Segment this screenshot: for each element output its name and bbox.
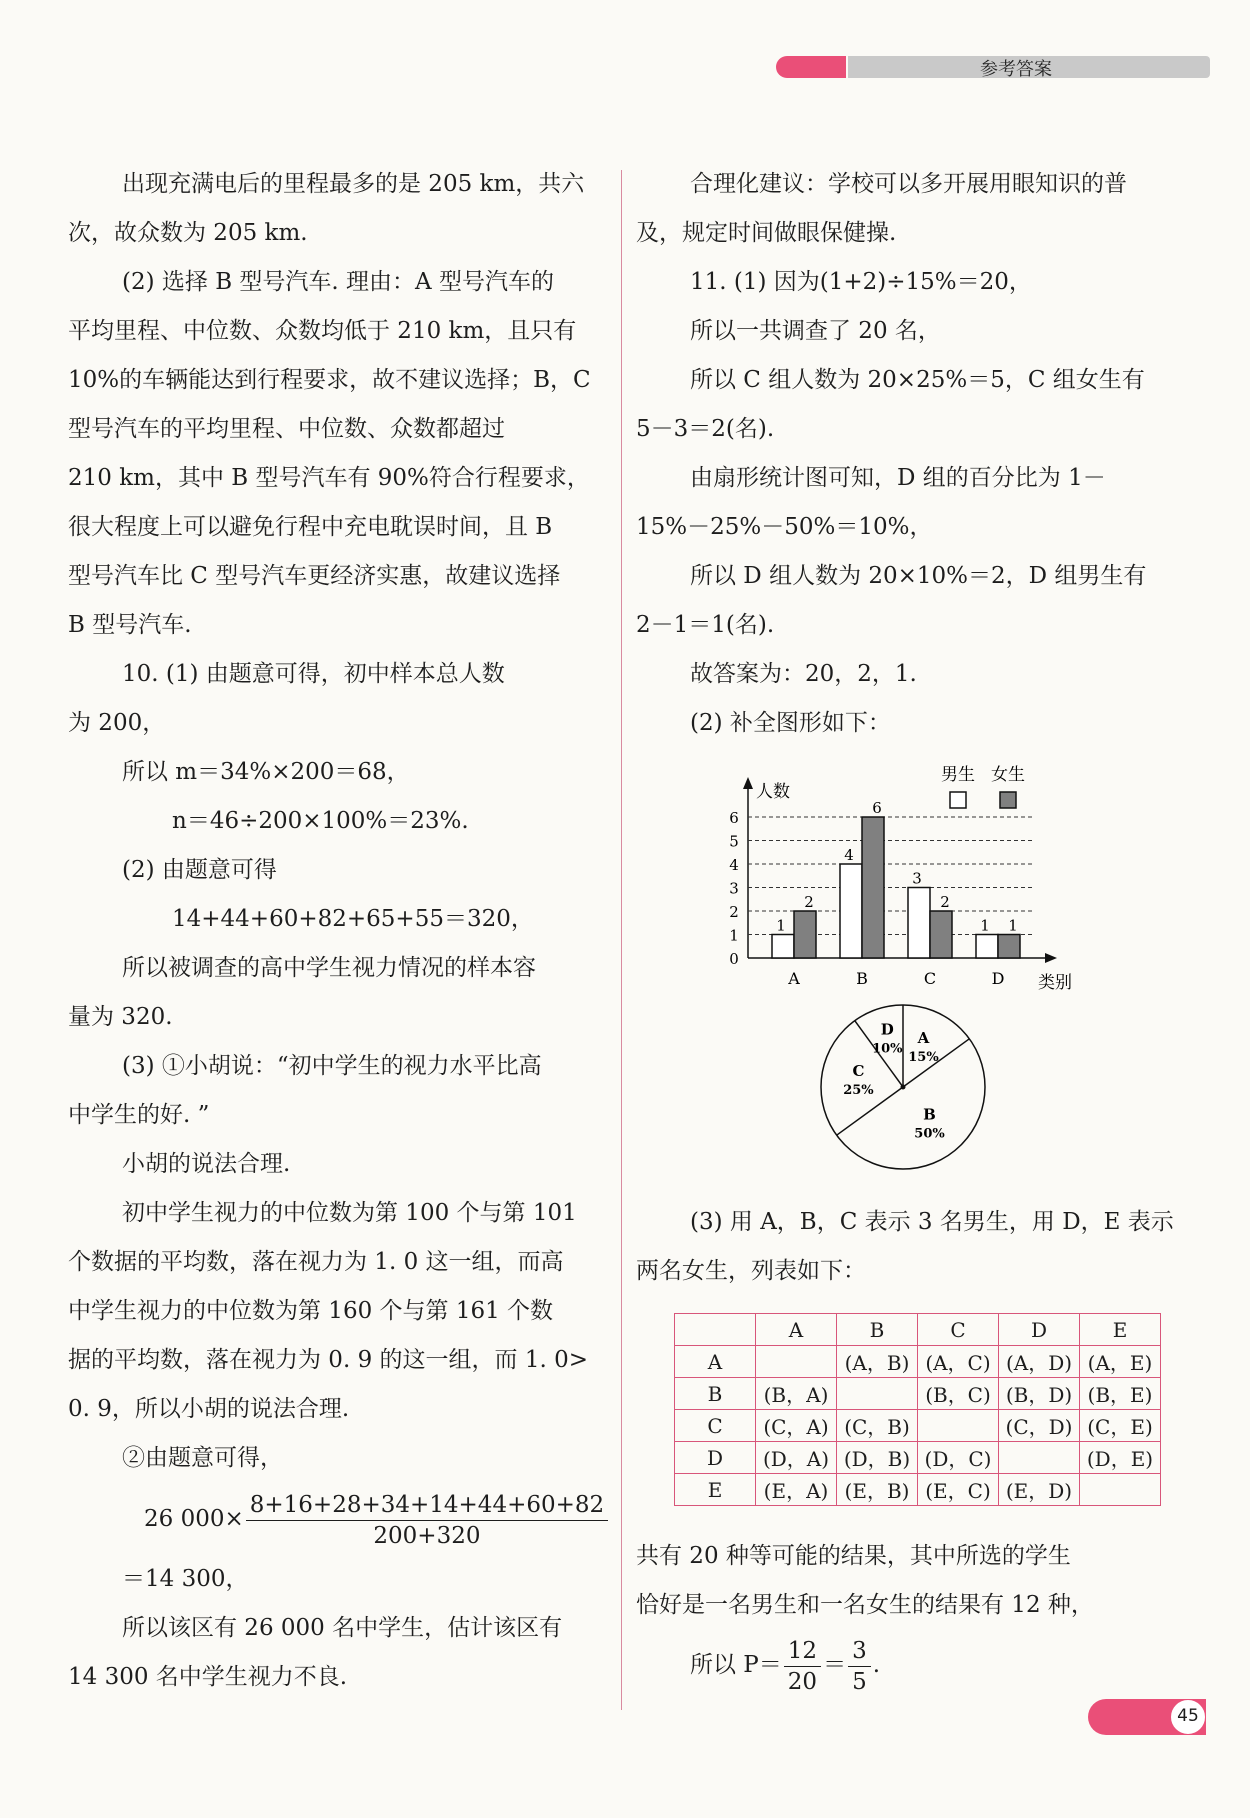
- bar-girls: [862, 817, 884, 958]
- text-line: 共有 20 种等可能的结果，其中所选的学生: [636, 1543, 1071, 1569]
- y-tick-label: 0: [729, 950, 739, 968]
- fraction-denominator: 5: [852, 1668, 867, 1695]
- pie-slice-label: D: [880, 1020, 894, 1039]
- table-cell: (E，C): [918, 1474, 999, 1506]
- table-cell: (D，C): [918, 1442, 999, 1474]
- charts-area: [700, 758, 1120, 1168]
- text-line: 故答案为：20，2，1.: [690, 661, 917, 687]
- table-cell: (A，B): [837, 1346, 918, 1378]
- table-cell: [999, 1442, 1080, 1474]
- pie-slice-label: B: [923, 1105, 936, 1124]
- equals-sign: ＝: [823, 1652, 847, 1678]
- text-line: 210 km，其中 B 型号汽车有 90%符合行程要求，: [68, 465, 590, 491]
- y-tick-label: 5: [729, 832, 739, 851]
- text-line: 出现充满电后的里程最多的是 205 km，共六: [122, 171, 585, 197]
- bar-girls: [998, 935, 1020, 959]
- text-line: 恰好是一名男生和一名女生的结果有 12 种，: [636, 1592, 1094, 1618]
- text-line: 中学生视力的中位数为第 160 个与第 161 个数: [68, 1298, 554, 1324]
- table-cell: (B，E): [1080, 1378, 1161, 1410]
- text-line: 中学生的好. ”: [68, 1102, 210, 1128]
- bar-girls: [930, 911, 952, 958]
- page-number: 45: [1170, 1699, 1206, 1735]
- text-line: 14 300 名中学生视力不良.: [68, 1664, 348, 1690]
- text-line: 型号汽车的平均里程、中位数、众数都超过: [68, 416, 505, 442]
- bar-boys: [976, 935, 998, 959]
- fraction: [246, 1490, 608, 1551]
- bar-girls: [794, 911, 816, 958]
- y-axis-label: 人数: [756, 782, 790, 802]
- text-line: 5－3＝2(名).: [636, 416, 775, 442]
- y-tick-label: 6: [729, 809, 739, 827]
- text-line: 所以被调查的高中学生视力情况的样本容: [122, 955, 536, 981]
- text-line: (2) 由题意可得: [122, 857, 277, 883]
- bar-value-label: 2: [804, 893, 814, 911]
- text-line: 初中学生视力的中位数为第 100 个与第 101: [122, 1200, 577, 1226]
- table-cell: A: [675, 1346, 756, 1378]
- table-cell: (C，A): [756, 1410, 837, 1442]
- text-line: (2) 补全图形如下：: [690, 710, 891, 736]
- table-cell: E: [1080, 1314, 1161, 1346]
- table-cell: B: [837, 1314, 918, 1346]
- text-line: 小胡的说法合理.: [122, 1151, 291, 1177]
- text-line: 及，规定时间做眼保健操.: [636, 220, 897, 246]
- table-cell: (D，E): [1080, 1442, 1161, 1474]
- table-cell: (C，E): [1080, 1410, 1161, 1442]
- text-line: 次，故众数为 205 km.: [68, 220, 308, 246]
- category-label: D: [991, 969, 1005, 988]
- fraction: [784, 1636, 821, 1697]
- text-line: 所以 C 组人数为 20×25%＝5，C 组女生有: [690, 367, 1145, 393]
- text-line: 0. 9，所以小胡的说法合理.: [68, 1396, 350, 1422]
- bar-value-label: 2: [940, 893, 950, 911]
- table-row: [675, 1410, 1161, 1442]
- text-line: 为 200，: [68, 710, 166, 736]
- table-cell: [918, 1410, 999, 1442]
- fraction: [848, 1636, 871, 1697]
- table-cell: D: [999, 1314, 1080, 1346]
- x-axis-label: 类别: [1038, 973, 1072, 993]
- right-column-mid: [636, 1198, 1174, 1296]
- text-line: 平均里程、中位数、众数均低于 210 km，且只有: [68, 318, 577, 344]
- table-row: [675, 1474, 1161, 1506]
- fraction-numerator: 3: [848, 1636, 871, 1667]
- text-line: 2－1＝1(名).: [636, 612, 775, 638]
- x-axis-arrow: [1045, 953, 1057, 963]
- fraction-formula: [68, 1483, 606, 1555]
- table-cell: E: [675, 1474, 756, 1506]
- table-cell: [756, 1346, 837, 1378]
- legend-swatch: [1000, 792, 1016, 808]
- pie-slice-label: C: [852, 1061, 865, 1080]
- outcome-table: [674, 1313, 1161, 1506]
- bar-boys: [908, 888, 930, 959]
- table-cell: (B，D): [999, 1378, 1080, 1410]
- text-line: B 型号汽车.: [68, 612, 192, 638]
- text-line: 个数据的平均数，落在视力为 1. 0 这一组，而高: [68, 1249, 564, 1275]
- table-cell: B: [675, 1378, 756, 1410]
- y-tick-label: 3: [729, 879, 739, 898]
- pie-slice-value: 10%: [872, 1041, 903, 1057]
- left-column: [68, 160, 606, 1702]
- table-cell: (C，D): [999, 1410, 1080, 1442]
- fraction-denominator: 200+320: [373, 1522, 481, 1549]
- text-line: (2) 选择 B 型号汽车. 理由：A 型号汽车的: [122, 269, 554, 295]
- bar-boys: [772, 935, 794, 959]
- text-line: 所以该区有 26 000 名中学生，估计该区有: [122, 1615, 563, 1641]
- pie-center: [901, 1085, 906, 1090]
- table-cell: (D，B): [837, 1442, 918, 1474]
- pie-slice-label: A: [917, 1028, 930, 1047]
- bar-value-label: 3: [912, 869, 922, 888]
- table-cell: C: [675, 1410, 756, 1442]
- table-cell: (B，C): [918, 1378, 999, 1410]
- pie-slice-value: 25%: [843, 1082, 874, 1098]
- table-cell: [837, 1378, 918, 1410]
- table-cell: C: [918, 1314, 999, 1346]
- outcome-table-grid: [674, 1313, 1161, 1506]
- table-cell: [675, 1314, 756, 1346]
- y-tick-label: 1: [729, 926, 739, 945]
- text-line: ②由题意可得，: [122, 1445, 283, 1471]
- table-cell: (A，E): [1080, 1346, 1161, 1378]
- text-line: 所以 m＝34%×200＝68，: [122, 759, 410, 785]
- text-line: 所以 D 组人数为 20×10%＝2，D 组男生有: [690, 563, 1147, 589]
- category-label: C: [923, 969, 937, 988]
- legend-swatch: [950, 792, 966, 808]
- category-label: B: [856, 969, 868, 988]
- text-line: 型号汽车比 C 型号汽车更经济实惠，故建议选择: [68, 563, 561, 589]
- bar-chart: [700, 758, 1120, 998]
- text-line: 据的平均数，落在视力为 0. 9 的这一组，而 1. 0>: [68, 1347, 588, 1373]
- fraction-numerator: 8+16+28+34+14+44+60+82: [246, 1490, 608, 1521]
- text-line: 10%的车辆能达到行程要求，故不建议选择；B，C: [68, 367, 591, 393]
- table-cell: (B，A): [756, 1378, 837, 1410]
- formula-prefix: 26 000×: [144, 1506, 244, 1532]
- table-cell: [1080, 1474, 1161, 1506]
- table-cell: A: [756, 1314, 837, 1346]
- text-line: ＝14 300，: [122, 1566, 249, 1592]
- y-tick-label: 2: [729, 903, 739, 921]
- y-tick-label: 4: [729, 856, 739, 874]
- right-column: [636, 160, 1174, 748]
- text-line: 由扇形统计图可知，D 组的百分比为 1－: [690, 465, 1106, 491]
- pie-chart: [700, 1002, 1120, 1172]
- text-line: 11. (1) 因为(1+2)÷15%＝20，: [690, 269, 1032, 295]
- probability-formula: [636, 1630, 1174, 1700]
- bar-value-label: 1: [980, 916, 990, 935]
- table-cell: (E，B): [837, 1474, 918, 1506]
- page-header-title: 参考答案: [980, 59, 1052, 80]
- legend-label: 女生: [991, 765, 1025, 785]
- text-line: 所以一共调查了 20 名，: [690, 318, 941, 344]
- table-cell: (A，D): [999, 1346, 1080, 1378]
- legend-label: 男生: [941, 765, 975, 785]
- table-cell: (D，A): [756, 1442, 837, 1474]
- text-line: 14+44+60+82+65+55＝320，: [172, 906, 534, 932]
- text-line: n＝46÷200×100%＝23%.: [172, 808, 469, 834]
- formula-prefix: 所以 P＝: [690, 1652, 782, 1678]
- fraction-numerator: 12: [784, 1636, 821, 1667]
- table-cell: D: [675, 1442, 756, 1474]
- pie-slice-value: 50%: [914, 1126, 945, 1142]
- text-line: (3) ①小胡说：“初中学生的视力水平比高: [122, 1053, 542, 1079]
- category-label: A: [788, 969, 800, 988]
- bar-value-label: 6: [872, 799, 882, 817]
- text-line: 量为 320.: [68, 1004, 173, 1030]
- table-cell: (C，B): [837, 1410, 918, 1442]
- fraction-denominator: 20: [787, 1668, 818, 1695]
- right-column-end: [636, 1532, 1174, 1700]
- y-axis-arrow: [743, 777, 753, 789]
- column-divider: [621, 170, 622, 1710]
- text-line: 合理化建议：学校可以多开展用眼知识的普: [690, 171, 1127, 197]
- header-accent: [776, 56, 846, 78]
- bar-boys: [840, 864, 862, 958]
- text-line: 两名女生，列表如下：: [636, 1258, 866, 1284]
- table-cell: (E，A): [756, 1474, 837, 1506]
- formula-suffix: .: [872, 1652, 881, 1678]
- table-row: [675, 1346, 1161, 1378]
- text-line: 15%－25%－50%＝10%，: [636, 514, 933, 540]
- pie-slice-value: 15%: [908, 1049, 939, 1065]
- table-cell: (E，D): [999, 1474, 1080, 1506]
- table-row: [675, 1442, 1161, 1474]
- table-header-row: [675, 1314, 1161, 1346]
- bar-value-label: 4: [844, 846, 854, 864]
- table-cell: (A，C): [918, 1346, 999, 1378]
- bar-value-label: 1: [1008, 916, 1018, 935]
- text-line: 10. (1) 由题意可得，初中样本总人数: [122, 661, 505, 687]
- text-line: (3) 用 A，B，C 表示 3 名男生，用 D，E 表示: [690, 1209, 1174, 1235]
- bar-value-label: 1: [776, 916, 786, 935]
- text-line: 很大程度上可以避免行程中充电耽误时间，且 B: [68, 514, 553, 540]
- table-row: [675, 1378, 1161, 1410]
